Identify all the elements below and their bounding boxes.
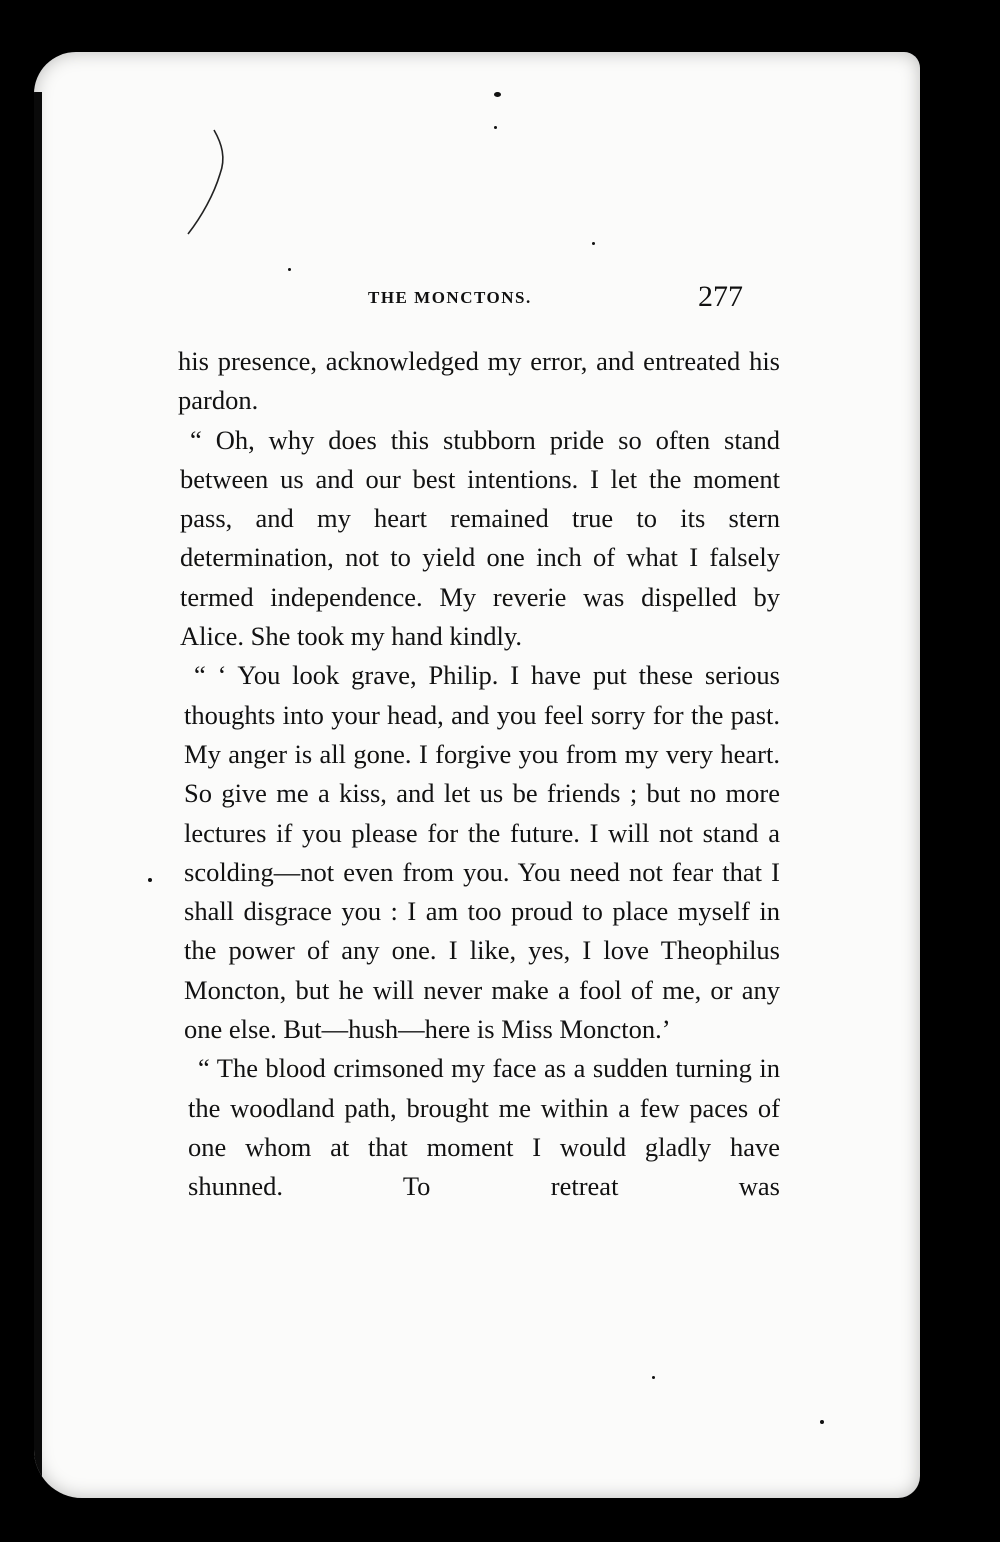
print-speck xyxy=(494,92,501,97)
paragraph-2: “ Oh, why does this stubborn pride so often stand between us and our best intentions. I let the moment pass, and my heart remained true to its stern determination, not to yield one inch of what I falsely termed independence. My reverie was dispelled by Alice. She took my hand kindly. xyxy=(180,424,780,652)
body-text xyxy=(178,342,780,1207)
book-page xyxy=(34,52,920,1498)
running-head xyxy=(34,280,920,320)
paragraph-3: “ ‘ You look grave, Philip. I have put these serious thoughts into your head, and you feel sorry for the past. My anger is all gone. I forgive you from my very heart. So give me a kiss, and let us be friends ; but no more lectures if you please for the future. I will not stand a scolding—not even from you. You need not fear that I shall disgrace you : I am too proud to place myself in the power of any one. I like, yes, I love Theophilus Moncton, but he will never make a fool of me, or any one else. But—hush—here is Miss Moncton.’ xyxy=(184,660,780,1045)
print-speck xyxy=(592,242,595,245)
print-speck xyxy=(652,1376,655,1379)
print-speck xyxy=(148,878,152,882)
running-title: THE MONCTONS. xyxy=(368,288,532,307)
paragraph-1: his presence, acknowledged my error, and entreated his pardon. xyxy=(178,346,780,416)
print-speck xyxy=(494,126,497,129)
print-speck xyxy=(820,1420,824,1424)
pencil-mark xyxy=(186,124,236,244)
page-number: 277 xyxy=(698,280,743,313)
print-speck xyxy=(288,268,291,271)
paragraph-4: “ The blood crimsoned my face as a sudden turning in the woodland path, brought me within a few paces of one whom at that moment I would gladly have shunned. To retreat was xyxy=(188,1053,780,1202)
